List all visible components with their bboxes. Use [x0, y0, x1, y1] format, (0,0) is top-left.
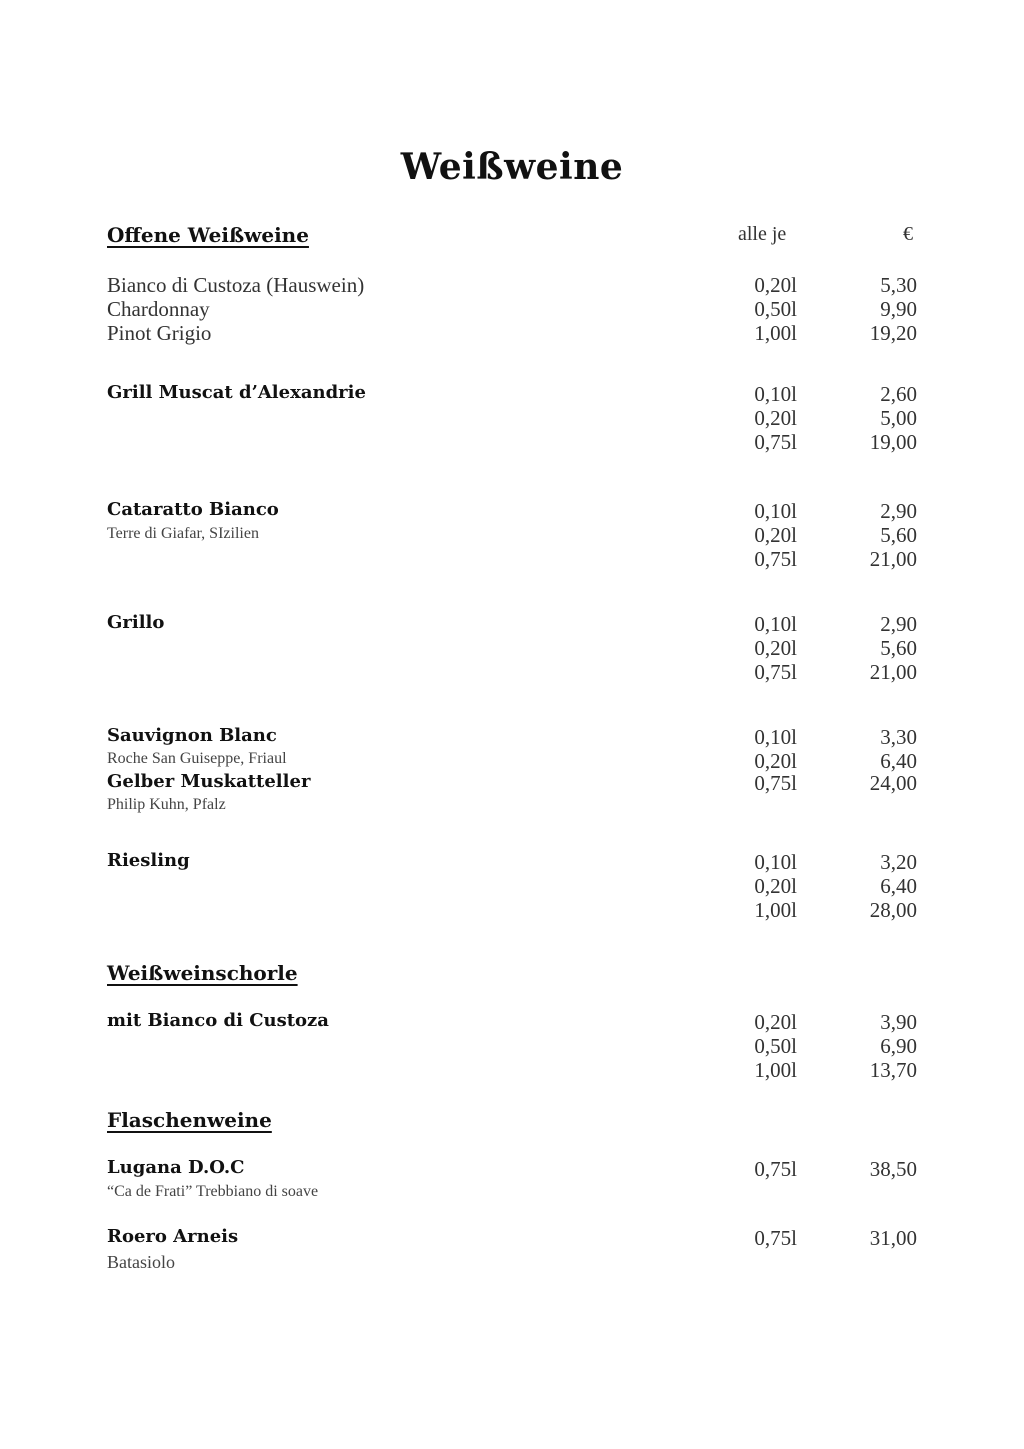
price: 3,20	[880, 850, 917, 874]
volume: 0,10l	[754, 850, 797, 874]
volume: 0,20l	[754, 874, 797, 898]
wine-origin: Philip Kuhn, Pfalz	[107, 796, 226, 813]
price: 5,00	[880, 406, 917, 430]
price: 28,00	[869, 898, 917, 922]
menu-row	[107, 547, 917, 571]
wine-origin: Terre di Giafar, SIzilien	[107, 525, 259, 542]
volume: 0,75l	[754, 660, 797, 684]
wine-name: Riesling	[107, 850, 190, 871]
volume: 0,50l	[754, 297, 797, 321]
wine-name: Lugana D.O.C	[107, 1157, 245, 1178]
volume: 0,10l	[754, 382, 797, 406]
price: 2,90	[880, 612, 917, 636]
volume: 0,75l	[754, 430, 797, 454]
page-title: Weißweine	[400, 146, 624, 188]
price: 3,30	[880, 725, 917, 749]
price: 5,60	[880, 523, 917, 547]
volume: 0,10l	[754, 725, 797, 749]
section-heading-schorle: Weißweinschorle	[107, 961, 298, 985]
menu-row	[107, 430, 917, 454]
price: 2,90	[880, 499, 917, 523]
column-header-volume: alle je	[738, 223, 787, 245]
volume: 0,20l	[754, 273, 797, 297]
wine-name: Bianco di Custoza (Hauswein)	[107, 273, 365, 297]
price: 19,20	[869, 321, 917, 345]
wine-name: Sauvignon Blanc	[107, 725, 277, 746]
menu-row	[107, 874, 917, 898]
price: 3,90	[880, 1010, 917, 1034]
price: 19,00	[869, 430, 917, 454]
volume: 0,75l	[754, 771, 797, 795]
menu-row	[107, 1058, 917, 1082]
price: 31,00	[869, 1226, 917, 1250]
wine-name: Chardonnay	[107, 297, 210, 321]
volume: 0,50l	[754, 1034, 797, 1058]
menu-row	[107, 406, 917, 430]
menu-row	[107, 850, 917, 874]
price: 6,90	[880, 1034, 917, 1058]
menu-row	[107, 321, 917, 345]
wine-name: mit Bianco di Custoza	[107, 1010, 329, 1031]
price: 6,40	[880, 874, 917, 898]
menu-row	[107, 771, 917, 795]
menu-row	[107, 273, 917, 297]
price: 38,50	[869, 1157, 917, 1181]
volume: 0,20l	[754, 406, 797, 430]
price: 2,60	[880, 382, 917, 406]
price: 24,00	[869, 771, 917, 795]
volume: 1,00l	[754, 321, 797, 345]
volume: 0,20l	[754, 523, 797, 547]
wine-name: Grillo	[107, 612, 165, 633]
menu-row	[107, 382, 917, 406]
volume: 0,10l	[754, 612, 797, 636]
volume: 0,75l	[754, 1157, 797, 1181]
wine-origin: Roche San Guiseppe, Friaul	[107, 750, 287, 767]
menu-row	[107, 725, 917, 749]
wine-name: Grill Muscat d’Alexandrie	[107, 382, 366, 403]
wine-origin: “Ca de Frati” Trebbiano di soave	[107, 1183, 319, 1200]
menu-row	[107, 297, 917, 321]
menu-row	[107, 660, 917, 684]
menu-row	[107, 1157, 917, 1181]
menu-row	[107, 1226, 917, 1250]
volume: 0,75l	[754, 547, 797, 571]
wine-origin: Batasiolo	[107, 1252, 175, 1272]
menu-row	[107, 749, 917, 773]
volume: 0,20l	[754, 1010, 797, 1034]
price: 13,70	[869, 1058, 917, 1082]
section-heading-bottles: Flaschenweine	[107, 1108, 272, 1132]
section-heading-open-wines: Offene Weißweine	[107, 223, 309, 247]
wine-name: Pinot Grigio	[107, 321, 212, 345]
column-header-currency: €	[903, 223, 913, 245]
wine-name: Cataratto Bianco	[107, 499, 279, 520]
wine-name: Gelber Muskatteller	[107, 771, 311, 792]
volume: 1,00l	[754, 1058, 797, 1082]
volume: 0,10l	[754, 499, 797, 523]
wine-name: Roero Arneis	[107, 1226, 239, 1247]
menu-row	[107, 523, 917, 547]
menu-row	[107, 636, 917, 660]
menu-row	[107, 898, 917, 922]
price: 6,40	[880, 749, 917, 773]
price: 5,60	[880, 636, 917, 660]
volume: 0,75l	[754, 1226, 797, 1250]
menu-row	[107, 499, 917, 523]
price: 21,00	[869, 547, 917, 571]
price: 9,90	[880, 297, 917, 321]
volume: 0,20l	[754, 749, 797, 773]
menu-row	[107, 1034, 917, 1058]
volume: 0,20l	[754, 636, 797, 660]
menu-row	[107, 612, 917, 636]
menu-row	[107, 1010, 917, 1034]
price: 5,30	[880, 273, 917, 297]
price: 21,00	[869, 660, 917, 684]
volume: 1,00l	[754, 898, 797, 922]
